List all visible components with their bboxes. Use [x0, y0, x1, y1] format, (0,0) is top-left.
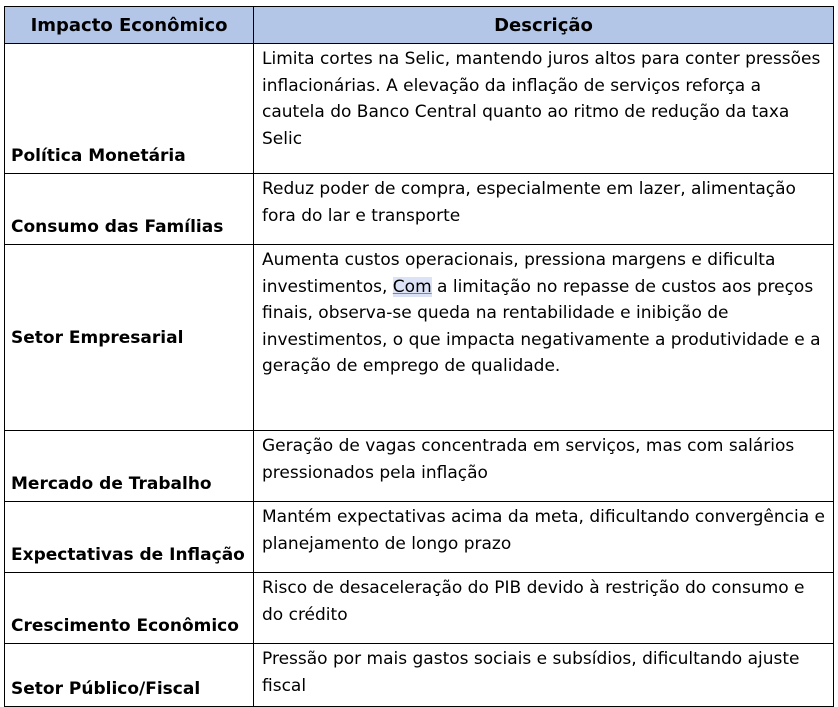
description-cell: [254, 245, 834, 431]
table-header: [5, 7, 834, 44]
table-body: [5, 44, 834, 707]
description-cell: [254, 573, 834, 644]
impact-cell: Crescimento Econômico: [5, 573, 254, 644]
description-text-part: a limitação no repasse de custos aos preços finais, observa-se queda na rentabilidade e inibição de investimentos, o que impacta negativamente a produtividade e a geração de emprego de qualidade.: [262, 276, 821, 376]
header-description: Descrição: [254, 7, 834, 44]
description-cell: [254, 431, 834, 502]
highlighted-word[interactable]: Com: [392, 276, 432, 297]
table-row: [5, 431, 834, 502]
table-row: [5, 502, 834, 573]
description-text-part: Aumenta custos operacionais, pressiona margens e dificulta investimentos,: [262, 250, 776, 297]
table-row: [5, 573, 834, 644]
description-text: Limita cortes na Selic, mantendo juros altos para conter pressões inflacionárias. A elevação da inflação de serviços reforça a cautela do Banco Central quanto ao ritmo de redução da taxa Selic: [262, 49, 821, 149]
impact-cell: Setor Público/Fiscal: [5, 644, 254, 707]
table-row: [5, 44, 834, 174]
description-text: Mantém expectativas acima da meta, dificultando convergência e planejamento de longo prazo: [262, 507, 825, 554]
description-cell: [254, 44, 834, 174]
impact-cell: Expectativas de Inflação: [5, 502, 254, 573]
header-impact: Impacto Econômico: [5, 7, 254, 44]
header-row: [5, 7, 834, 44]
table-row: [5, 245, 834, 431]
economic-impact-table: [4, 6, 834, 707]
description-text: Reduz poder de compra, especialmente em lazer, alimentação fora do lar e transporte: [262, 179, 796, 226]
description-text: Geração de vagas concentrada em serviços, mas com salários pressionados pela inflação: [262, 436, 795, 483]
description-text: [262, 247, 827, 380]
description-cell: [254, 644, 834, 707]
impact-cell: Setor Empresarial: [5, 245, 254, 431]
description-text: Risco de desaceleração do PIB devido à restrição do consumo e do crédito: [262, 578, 805, 625]
description-cell: [254, 174, 834, 245]
description-cell: [254, 502, 834, 573]
table-row: [5, 644, 834, 707]
description-text: Pressão por mais gastos sociais e subsídios, dificultando ajuste fiscal: [262, 649, 800, 696]
table-row: [5, 174, 834, 245]
impact-cell: Política Monetária: [5, 44, 254, 174]
impact-cell: Mercado de Trabalho: [5, 431, 254, 502]
impact-cell: Consumo das Famílias: [5, 174, 254, 245]
